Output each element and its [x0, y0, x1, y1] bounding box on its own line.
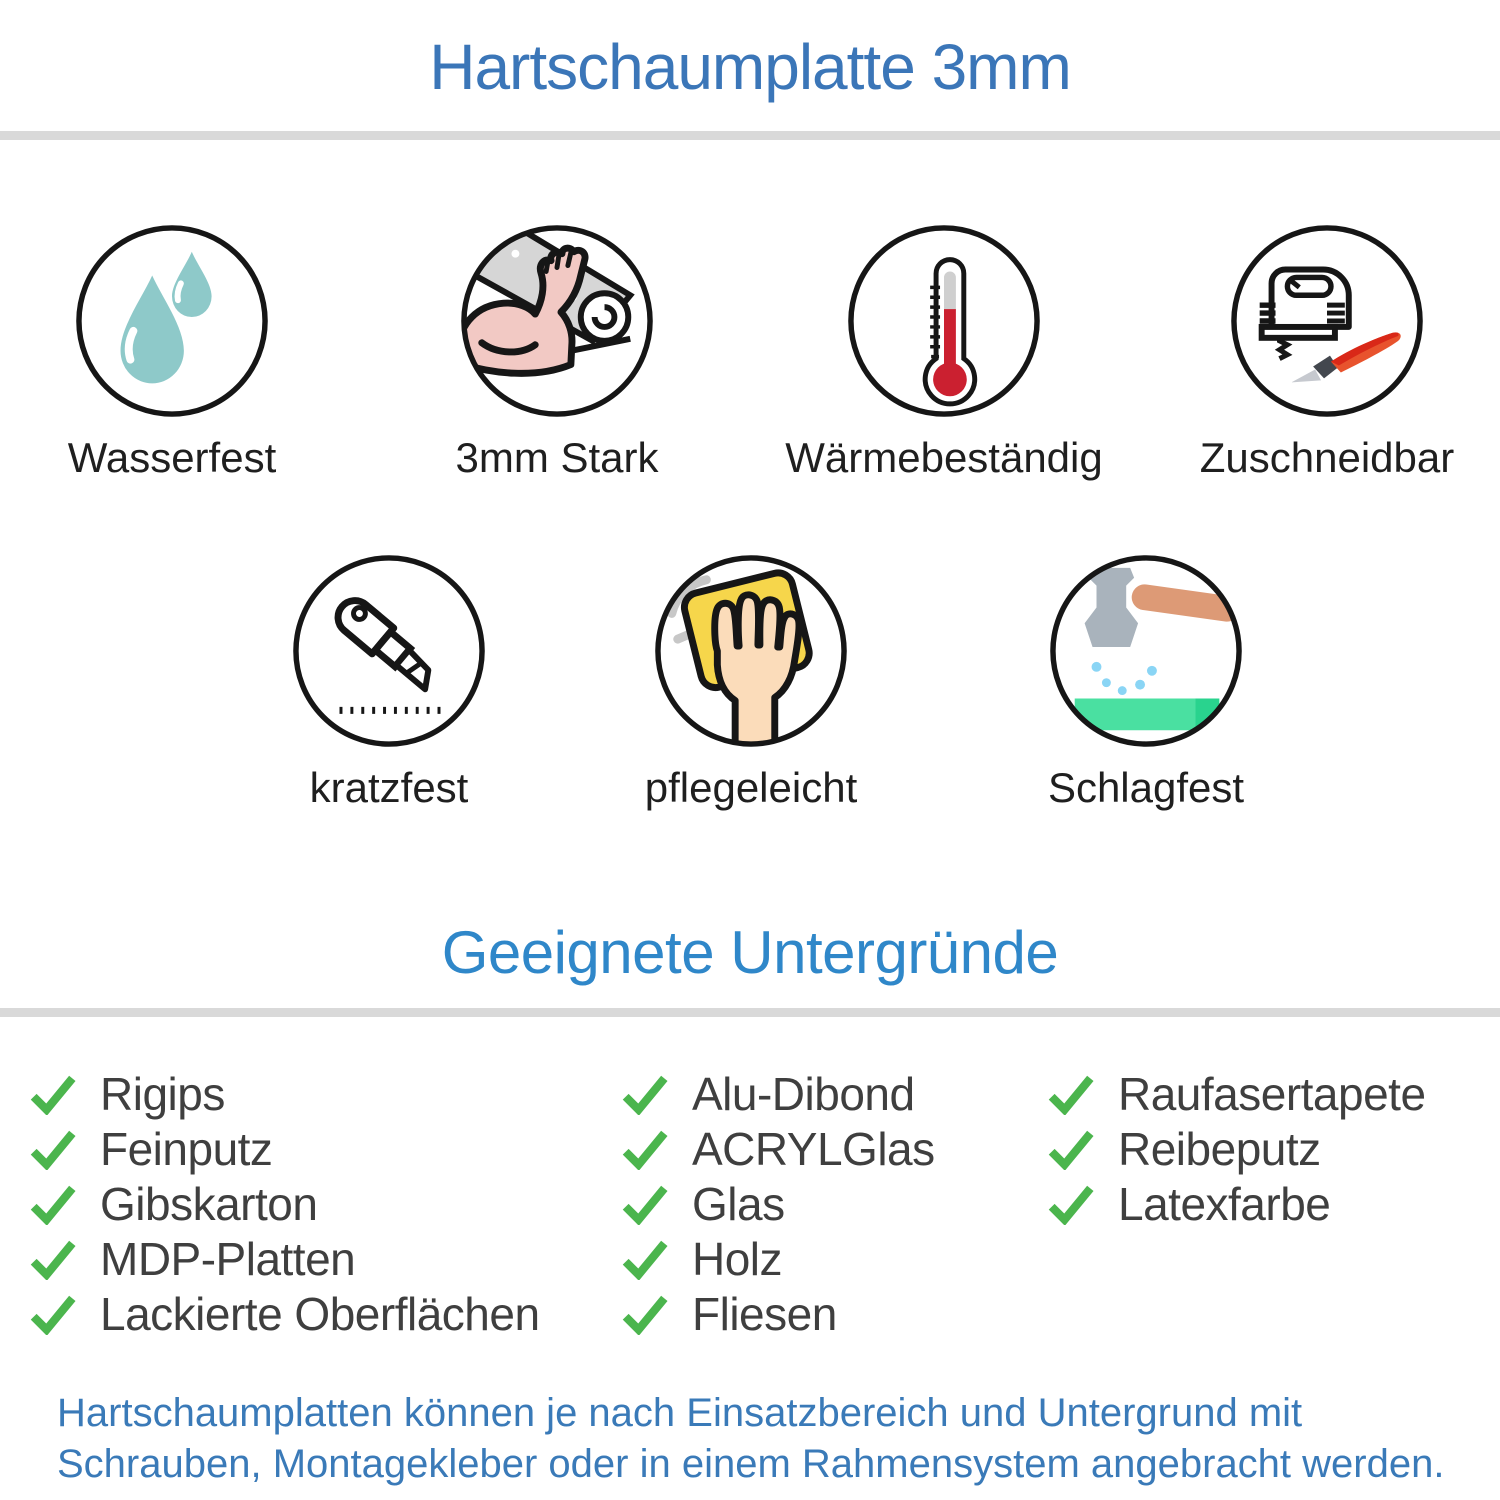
section-divider	[0, 1008, 1500, 1017]
substrate-label: ACRYLGlas	[692, 1122, 935, 1175]
feature-label: kratzfest	[309, 764, 469, 811]
substrate-item	[30, 1121, 540, 1176]
feature-item	[785, 222, 1103, 481]
substrate-label: Feinputz	[100, 1122, 273, 1175]
feature-label: 3mm Stark	[455, 434, 659, 481]
substrate-label: Glas	[692, 1177, 785, 1230]
substrate-label: MDP-Platten	[100, 1232, 356, 1285]
section-divider	[0, 131, 1500, 140]
feature-item	[455, 222, 659, 481]
feature-label: Zuschneidbar	[1199, 434, 1455, 481]
check-icon	[622, 1073, 668, 1115]
substrate-item	[622, 1121, 935, 1176]
water-drops-icon	[73, 222, 271, 420]
feature-label: Wärmebeständig	[785, 434, 1103, 481]
check-icon	[1048, 1128, 1094, 1170]
check-icon	[622, 1128, 668, 1170]
substrate-item	[1048, 1066, 1426, 1121]
check-icon	[622, 1293, 668, 1335]
substrate-item	[622, 1231, 935, 1286]
check-icon	[30, 1183, 76, 1225]
feature-item	[67, 222, 277, 481]
check-icon	[1048, 1073, 1094, 1115]
substrate-column	[1048, 1066, 1426, 1231]
check-icon	[30, 1073, 76, 1115]
substrate-label: Latexfarbe	[1118, 1177, 1331, 1230]
substrate-label: Raufasertapete	[1118, 1067, 1426, 1120]
page-title: Hartschaumplatte 3mm	[429, 31, 1071, 103]
muscle-arm-icon	[458, 222, 656, 420]
substrate-item	[30, 1066, 540, 1121]
substrate-item	[30, 1176, 540, 1231]
check-icon	[30, 1293, 76, 1335]
substrate-label: Alu-Dibond	[692, 1067, 915, 1120]
substrate-label: Reibeputz	[1118, 1122, 1321, 1175]
substrate-item	[30, 1286, 540, 1341]
substrate-item	[30, 1231, 540, 1286]
feature-label: pflegeleicht	[644, 764, 858, 811]
utility-knife-icon	[290, 552, 488, 750]
feature-item	[644, 552, 858, 811]
check-icon	[622, 1238, 668, 1280]
feature-label: Schlagfest	[1047, 764, 1245, 811]
feature-item	[1047, 552, 1245, 811]
substrate-item	[622, 1176, 935, 1231]
check-icon	[30, 1128, 76, 1170]
substrate-item	[622, 1066, 935, 1121]
feature-item	[290, 552, 488, 811]
feature-label: Wasserfest	[67, 434, 277, 481]
substrate-item	[622, 1286, 935, 1341]
check-icon	[622, 1183, 668, 1225]
hammer-icon	[1047, 552, 1245, 750]
substrate-column	[622, 1066, 935, 1341]
feature-item	[1199, 222, 1455, 481]
substrate-label: Gibskarton	[100, 1177, 318, 1230]
footer-note: Hartschaumplatten können je nach Einsatzbereich und Untergrund mit Schrauben, Montagekleber oder in einem Rahmensystem angebracht werden.	[57, 1391, 1445, 1486]
thermometer-icon	[845, 222, 1043, 420]
substrate-column	[30, 1066, 540, 1341]
substrate-label: Lackierte Oberflächen	[100, 1287, 540, 1340]
substrate-label: Fliesen	[692, 1287, 837, 1340]
jigsaw-knife-icon	[1228, 222, 1426, 420]
substrate-item	[1048, 1176, 1426, 1231]
check-icon	[30, 1238, 76, 1280]
cleaning-hand-icon	[652, 552, 850, 750]
substrate-label: Holz	[692, 1232, 783, 1285]
substrate-item	[1048, 1121, 1426, 1176]
substrate-label: Rigips	[100, 1067, 225, 1120]
check-icon	[1048, 1183, 1094, 1225]
substrates-title: Geeignete Untergründe	[441, 919, 1059, 986]
